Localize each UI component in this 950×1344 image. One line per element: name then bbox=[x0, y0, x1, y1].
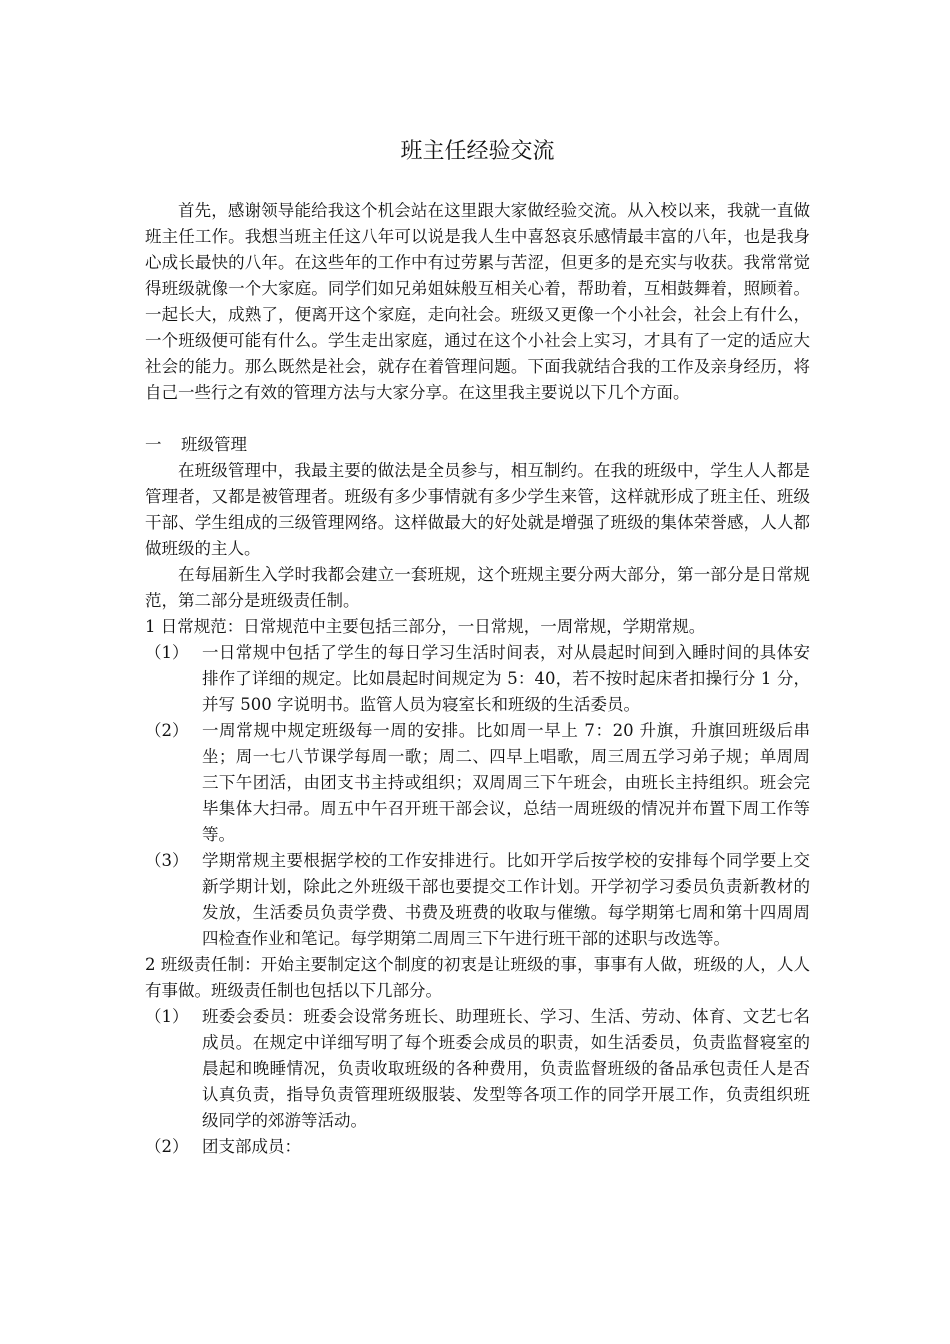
list-item bbox=[145, 640, 810, 718]
list-marker: （2） bbox=[145, 1137, 189, 1156]
list-item-text: 一日常规中包括了学生的每日学习生活时间表，对从晨起时间到入睡时间的具体安排作了详细的规定。比如晨起时间规定为 5：40，若不按时起床者扣操行分 1 分，并写 500 字说明书。监管人员为寝室长和班级的生活委员。 bbox=[202, 643, 810, 714]
list-item bbox=[145, 848, 810, 952]
document-title: 班主任经验交流 bbox=[400, 139, 555, 164]
list-marker: （1） bbox=[145, 643, 189, 662]
list-marker: （2） bbox=[145, 721, 189, 740]
list-item bbox=[145, 1134, 810, 1160]
section-paragraph-1: 在班级管理中，我最主要的做法是全员参与，相互制约。在我的班级中，学生人人都是管理者，又都是被管理者。班级有多少事情就有多少学生来管，这样就形成了班主任、班级干部、学生组成的三级管理网络。这样做最大的好处就是增强了班级的集体荣誉感，人人都做班级的主人。 bbox=[145, 461, 810, 558]
intro-paragraph: 首先，感谢领导能给我这个机会站在这里跟大家做经验交流。从入校以来，我就一直做班主任工作。我想当班主任这八年可以说是我人生中喜怒哀乐感情最丰富的八年，也是我身心成长最快的八年。在这些年的工作中有过劳累与苦涩，但更多的是充实与收获。我常常觉得班级就像一个大家庭。同学们如兄弟姐妹般互相关心着，帮助着，互相鼓舞着，照顾着。一起长大，成熟了，便离开这个家庭，走向社会。班级又更像一个小社会，社会上有什么，一个班级便可能有什么。学生走出家庭，通过在这个小社会上实习，才具有了一定的适应大社会的能力。那么既然是社会，就存在着管理问题。下面我就结合我的工作及亲身经历，将自己一些行之有效的管理方法与大家分享。在这里我主要说以下几个方面。 bbox=[145, 201, 810, 402]
list-item bbox=[145, 718, 810, 848]
list-item-text: 一周常规中规定班级每一周的安排。比如周一早上 7：20 升旗，升旗回班级后串坐；周一七八节课学每周一歌；周二、四早上唱歌，周三周五学习弟子规；单周周三下午团活，由团支书主持或组织；双周周三下午班会，由班长主持组织。班会完毕集体大扫帚。周五中午召开班干部会议，总结一周班级的情况并布置下周工作等等。 bbox=[202, 721, 810, 844]
section-heading bbox=[145, 432, 810, 458]
section-paragraph-2: 在每届新生入学时我都会建立一套班规，这个班规主要分两大部分，第一部分是日常规范，第二部分是班级责任制。 bbox=[145, 565, 810, 610]
section-title: 班级管理 bbox=[181, 435, 247, 454]
list-item bbox=[145, 1004, 810, 1134]
subsection-2-intro: 2 班级责任制：开始主要制定这个制度的初衷是让班级的事，事事有人做，班级的人，人人有事做。班级责任制也包括以下几部分。 bbox=[145, 955, 810, 1000]
list-item-text: 班委会委员：班委会设常务班长、助理班长、学习、生活、劳动、体育、文艺七名成员。在规定中详细写明了每个班委会成员的职责，如生活委员，负责监督寝室的晨起和晚睡情况，负责收取班级的各种费用，负责监督班级的备品承包责任人是否认真负责，指导负责管理班级服装、发型等各项工作的同学开展工作，负责组织班级同学的郊游等活动。 bbox=[202, 1007, 810, 1130]
paragraph-gap bbox=[145, 406, 810, 432]
list-item-text: 团支部成员： bbox=[202, 1137, 301, 1156]
list-marker: （3） bbox=[145, 851, 189, 870]
section-number: 一 bbox=[145, 435, 162, 454]
list-item-text: 学期常规主要根据学校的工作安排进行。比如开学后按学校的安排每个同学要上交新学期计划，除此之外班级干部也要提交工作计划。开学初学习委员负责新教材的发放，生活委员负责学费、书费及班费的收取与催缴。每学期第七周和第十四周周四检查作业和笔记。每学期第二周周三下午进行班干部的述职与改选等。 bbox=[202, 851, 810, 948]
subsection-1-intro: 1 日常规范：日常规范中主要包括三部分，一日常规，一周常规，学期常规。 bbox=[145, 617, 706, 636]
list-marker: （1） bbox=[145, 1007, 189, 1026]
